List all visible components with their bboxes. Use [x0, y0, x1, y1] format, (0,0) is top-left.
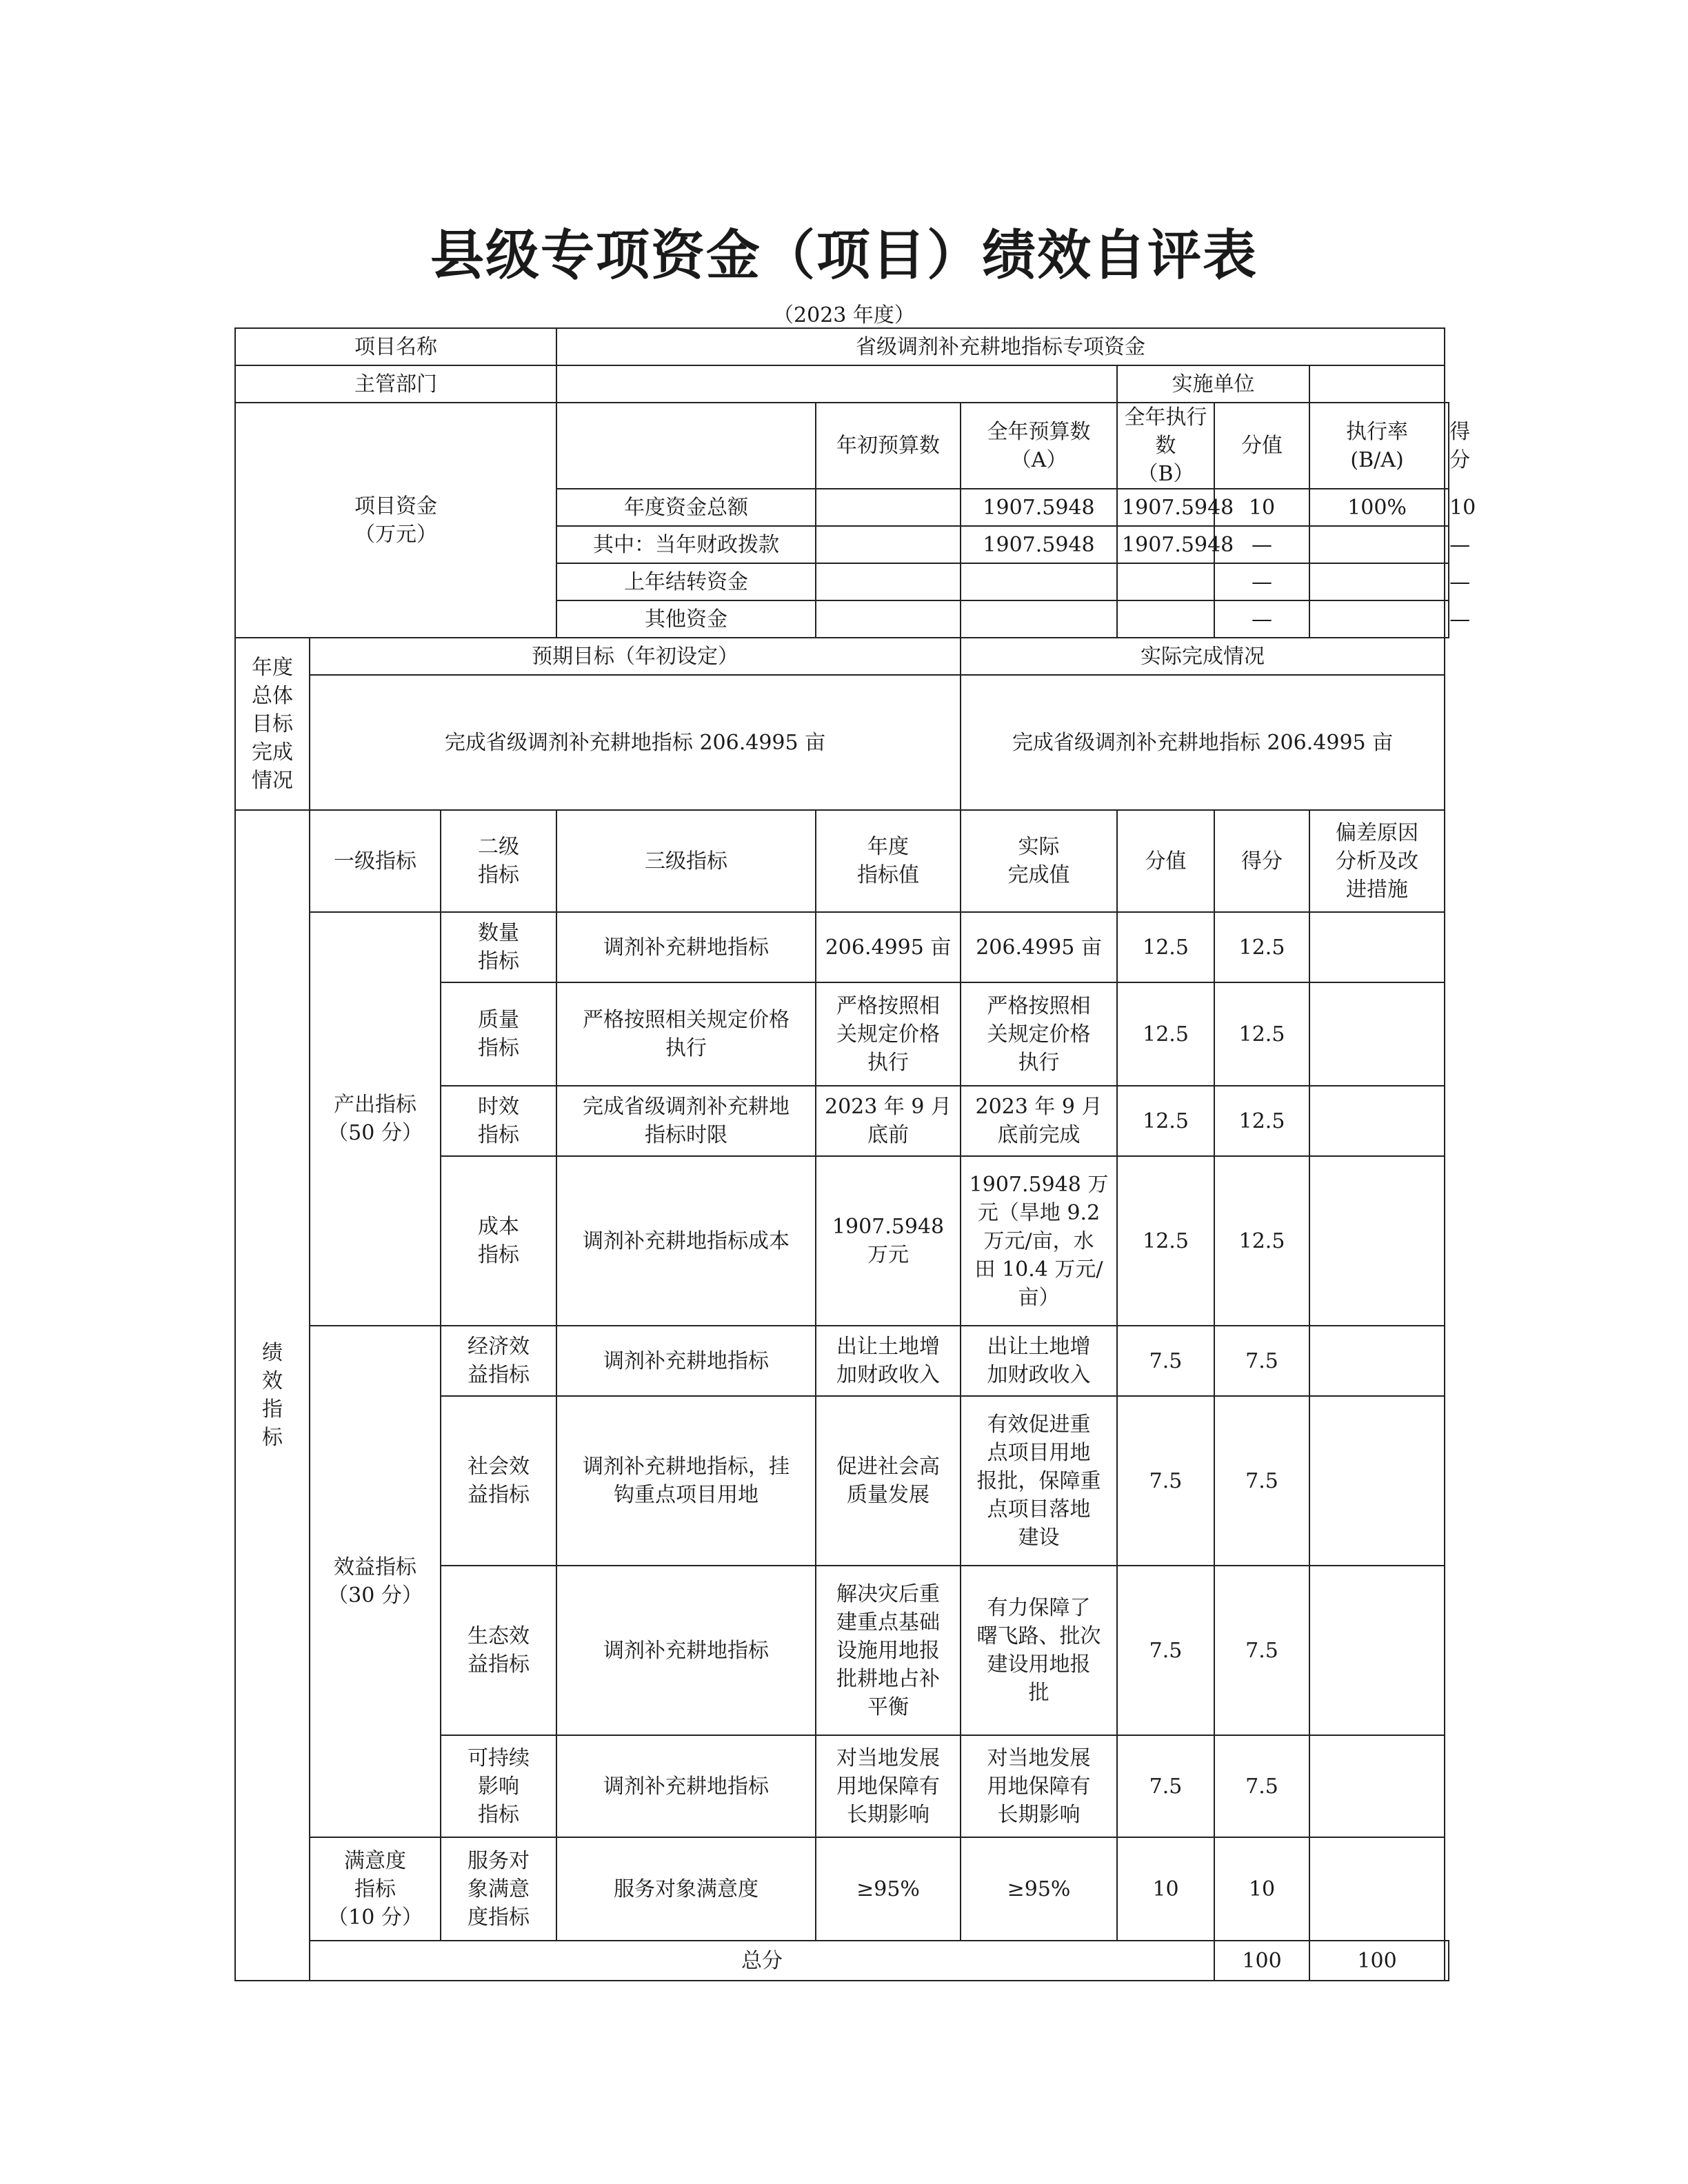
- year-label: （2023 年度）: [773, 303, 915, 327]
- indicator-cell: 有力保障了 曙飞路、批次 建设用地报 批: [961, 1566, 1117, 1735]
- indicator-cell: [1309, 1837, 1445, 1941]
- indicator-group-output: 产出指标 （50 分）: [310, 912, 441, 1326]
- indicator-cell: 时效 指标: [441, 1086, 556, 1156]
- indicator-cell: 数量 指标: [441, 912, 556, 982]
- funds-cell: —: [1445, 600, 1449, 638]
- indicator-cell: 对当地发展 用地保障有 长期影响: [961, 1735, 1117, 1837]
- funds-header-weight: 分值: [1214, 403, 1309, 489]
- indicator-cell: 7.5: [1117, 1735, 1214, 1837]
- funds-cell: —: [1214, 526, 1309, 563]
- funds-cell: [816, 600, 961, 638]
- indicator-cell: 12.5: [1214, 912, 1309, 982]
- ind-header-score: 得分: [1214, 810, 1309, 912]
- indicator-cell: 服务对 象满意 度指标: [441, 1837, 556, 1941]
- goals-actual: 完成省级调剂补充耕地指标 206.4995 亩: [961, 675, 1445, 810]
- funds-header-initial: 年初预算数: [816, 403, 961, 489]
- indicator-cell: 7.5: [1117, 1566, 1214, 1735]
- indicator-cell: 调剂补充耕地指标: [556, 1326, 816, 1396]
- funds-cell: [816, 563, 961, 600]
- indicator-cell: 对当地发展 用地保障有 长期影响: [816, 1735, 961, 1837]
- indicator-cell: 7.5: [1214, 1326, 1309, 1396]
- project-name-label: 项目名称: [235, 328, 556, 365]
- funds-cell: 10: [1445, 489, 1449, 526]
- funds-cell: —: [1445, 563, 1449, 600]
- dept-label: 主管部门: [235, 365, 556, 403]
- ind-header-level2: 二级 指标: [441, 810, 556, 912]
- funds-cell: [1309, 563, 1445, 600]
- ind-header-weight: 分值: [1117, 810, 1214, 912]
- indicator-cell: ≥95%: [816, 1837, 961, 1941]
- indicator-cell: [1309, 982, 1445, 1086]
- funds-cell: 1907.5948: [1117, 526, 1214, 563]
- funds-cell: [1309, 600, 1445, 638]
- funds-row-label: 其中：当年财政拨款: [556, 526, 816, 563]
- funds-cell: [1117, 563, 1214, 600]
- indicator-cell: 12.5: [1117, 1156, 1214, 1326]
- indicator-cell: 生态效 益指标: [441, 1566, 556, 1735]
- indicator-group-satisfaction: 满意度 指标 （10 分）: [310, 1837, 441, 1941]
- funds-cell: 1907.5948: [1117, 489, 1214, 526]
- page-title: 县级专项资金（项目）绩效自评表: [430, 225, 1258, 287]
- funds-cell: —: [1214, 563, 1309, 600]
- evaluation-table: [234, 327, 1476, 1981]
- funds-cell: 100%: [1309, 489, 1445, 526]
- indicator-cell: 调剂补充耕地指标: [556, 912, 816, 982]
- total-note: [1445, 1941, 1449, 1981]
- indicator-cell: 7.5: [1214, 1566, 1309, 1735]
- funds-cell: [1309, 526, 1445, 563]
- indicator-cell: [1309, 1735, 1445, 1837]
- indicator-cell: [1309, 912, 1445, 982]
- indicator-cell: 成本 指标: [441, 1156, 556, 1326]
- total-weight: 100: [1214, 1941, 1309, 1981]
- indicator-cell: 2023 年 9 月 底前: [816, 1086, 961, 1156]
- ind-header-actual: 实际 完成值: [961, 810, 1117, 912]
- ind-header-target: 年度 指标值: [816, 810, 961, 912]
- indicator-cell: 完成省级调剂补充耕地 指标时限: [556, 1086, 816, 1156]
- dept-value: [556, 365, 1117, 403]
- ind-header-level3: 三级指标: [556, 810, 816, 912]
- goals-expected-header: 预期目标（年初设定）: [310, 638, 961, 675]
- impl-unit-label: 实施单位: [1117, 365, 1309, 403]
- funds-cell: [1117, 600, 1214, 638]
- indicator-cell: 调剂补充耕地指标成本: [556, 1156, 816, 1326]
- indicator-cell: 12.5: [1214, 982, 1309, 1086]
- total-score: 100: [1309, 1941, 1445, 1981]
- indicator-cell: 调剂补充耕地指标: [556, 1735, 816, 1837]
- indicator-cell: 12.5: [1214, 1086, 1309, 1156]
- indicator-cell: [1309, 1156, 1445, 1326]
- funds-cell: 10: [1214, 489, 1309, 526]
- indicator-cell: 质量 指标: [441, 982, 556, 1086]
- indicator-cell: [1309, 1566, 1445, 1735]
- indicator-cell: 7.5: [1117, 1396, 1214, 1566]
- indicator-cell: 有效促进重 点项目用地 报批，保障重 点项目落地 建设: [961, 1396, 1117, 1566]
- indicator-cell: 解决灾后重 建重点基础 设施用地报 批耕地占补 平衡: [816, 1566, 961, 1735]
- indicator-cell: 1907.5948 万 元（旱地 9.2 万元/亩，水 田 10.4 万元/ 亩）: [961, 1156, 1117, 1326]
- indicator-cell: 12.5: [1214, 1156, 1309, 1326]
- project-name-value: 省级调剂补充耕地指标专项资金: [556, 328, 1445, 365]
- indicator-cell: 12.5: [1117, 982, 1214, 1086]
- funds-row-label: 上年结转资金: [556, 563, 816, 600]
- indicator-cell: 1907.5948 万元: [816, 1156, 961, 1326]
- indicator-group-benefit: 效益指标 （30 分）: [310, 1326, 441, 1837]
- funds-cell: [961, 563, 1117, 600]
- goals-actual-header: 实际完成情况: [961, 638, 1445, 675]
- indicator-cell: 12.5: [1117, 912, 1214, 982]
- indicator-cell: 出让土地增 加财政收入: [961, 1326, 1117, 1396]
- indicator-cell: 严格按照相关规定价格 执行: [556, 982, 816, 1086]
- funds-header-score: 得分: [1445, 403, 1449, 489]
- indicator-cell: 7.5: [1117, 1326, 1214, 1396]
- funds-header-executed: 全年执行数 （B）: [1117, 403, 1214, 489]
- indicator-cell: 严格按照相 关规定价格 执行: [961, 982, 1117, 1086]
- ind-header-level1: 一级指标: [310, 810, 441, 912]
- funds-cell: —: [1445, 526, 1449, 563]
- indicator-cell: 10: [1117, 1837, 1214, 1941]
- indicator-cell: 严格按照相 关规定价格 执行: [816, 982, 961, 1086]
- goals-label: 年度 总体 目标 完成 情况: [235, 638, 310, 810]
- indicator-cell: 206.4995 亩: [961, 912, 1117, 982]
- indicator-cell: 12.5: [1117, 1086, 1214, 1156]
- funds-header-blank: [556, 403, 816, 489]
- funds-cell: [816, 526, 961, 563]
- indicator-cell: 可持续 影响 指标: [441, 1735, 556, 1837]
- funds-header-budget: 全年预算数 （A）: [961, 403, 1117, 489]
- ind-header-deviation: 偏差原因 分析及改 进措施: [1309, 810, 1445, 912]
- funds-header-rate: 执行率 (B/A): [1309, 403, 1445, 489]
- indicator-cell: 7.5: [1214, 1735, 1309, 1837]
- indicator-cell: 出让土地增 加财政收入: [816, 1326, 961, 1396]
- indicator-cell: 2023 年 9 月 底前完成: [961, 1086, 1117, 1156]
- indicator-cell: 7.5: [1214, 1396, 1309, 1566]
- total-label: 总分: [310, 1941, 1214, 1981]
- funds-label: 项目资金 （万元）: [235, 403, 556, 638]
- indicator-cell: 促进社会高 质量发展: [816, 1396, 961, 1566]
- indicators-label: 绩 效 指 标: [235, 810, 310, 1981]
- indicator-cell: [1309, 1326, 1445, 1396]
- indicator-cell: 社会效 益指标: [441, 1396, 556, 1566]
- indicator-cell: 调剂补充耕地指标: [556, 1566, 816, 1735]
- goals-expected: 完成省级调剂补充耕地指标 206.4995 亩: [310, 675, 961, 810]
- funds-row-label: 年度资金总额: [556, 489, 816, 526]
- indicator-cell: 10: [1214, 1837, 1309, 1941]
- indicator-cell: ≥95%: [961, 1837, 1117, 1941]
- funds-cell: 1907.5948: [961, 489, 1117, 526]
- funds-cell: —: [1214, 600, 1309, 638]
- indicator-cell: [1309, 1396, 1445, 1566]
- funds-cell: [816, 489, 961, 526]
- indicator-cell: 服务对象满意度: [556, 1837, 816, 1941]
- impl-unit-value: [1309, 365, 1445, 403]
- indicator-cell: 经济效 益指标: [441, 1326, 556, 1396]
- indicator-cell: [1309, 1086, 1445, 1156]
- funds-cell: 1907.5948: [961, 526, 1117, 563]
- indicator-cell: 206.4995 亩: [816, 912, 961, 982]
- indicator-cell: 调剂补充耕地指标，挂 钩重点项目用地: [556, 1396, 816, 1566]
- funds-cell: [961, 600, 1117, 638]
- funds-row-label: 其他资金: [556, 600, 816, 638]
